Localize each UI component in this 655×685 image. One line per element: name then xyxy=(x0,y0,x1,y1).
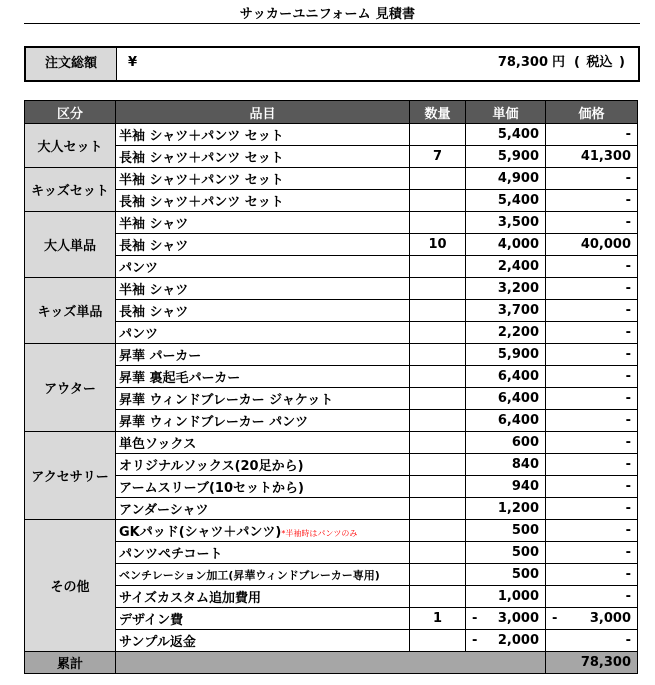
table-row xyxy=(25,608,638,630)
unit-price-value: 3,200 xyxy=(497,281,539,296)
unit-price-value: 4,900 xyxy=(497,171,539,186)
quantity-cell xyxy=(410,388,466,410)
price-value: - xyxy=(625,193,631,208)
price-cell xyxy=(546,432,638,454)
price-value: - xyxy=(625,457,631,472)
quantity-cell xyxy=(410,124,466,146)
item-label: オリジナルソックス(20足から) xyxy=(119,459,304,474)
unit-price-cell xyxy=(466,344,546,366)
table-row xyxy=(25,146,638,168)
unit-price-value: 3,700 xyxy=(497,303,539,318)
price-cell xyxy=(546,630,638,652)
unit-price-cell xyxy=(466,476,546,498)
item-label: 半袖 シャツ＋パンツ セット xyxy=(119,129,284,144)
order-total-amount: 78,300 xyxy=(497,55,548,70)
price-cell xyxy=(546,300,638,322)
table-row xyxy=(25,322,638,344)
item-name xyxy=(116,388,410,410)
price-cell xyxy=(546,344,638,366)
price-value: - xyxy=(625,325,631,340)
header-quantity: 数量 xyxy=(410,101,466,124)
item-name xyxy=(116,168,410,190)
unit-price-cell xyxy=(466,300,546,322)
price-cell xyxy=(546,564,638,586)
order-total-label: 注文総額 xyxy=(26,48,117,80)
item-label: 半袖 シャツ xyxy=(119,283,189,298)
quantity-cell xyxy=(410,630,466,652)
quantity-cell xyxy=(410,410,466,432)
price-value: - xyxy=(625,369,631,384)
item-name xyxy=(116,234,410,256)
item-label: サイズカスタム追加費用 xyxy=(119,591,261,606)
table-row xyxy=(25,300,638,322)
unit-price-cell xyxy=(466,190,546,212)
table-row xyxy=(25,344,638,366)
unit-price-cell xyxy=(466,322,546,344)
tax-included-note: ( 税込 ) xyxy=(574,55,625,70)
price-cell xyxy=(546,168,638,190)
price-cell xyxy=(546,520,638,542)
negative-sign: - xyxy=(552,611,558,626)
price-value: - xyxy=(625,127,631,142)
item-label: 長袖 シャツ＋パンツ セット xyxy=(119,151,284,166)
quantity-cell xyxy=(410,278,466,300)
negative-sign: - xyxy=(472,633,478,648)
price-cell xyxy=(546,322,638,344)
unit-price-value: 500 xyxy=(511,545,539,560)
price-cell xyxy=(546,498,638,520)
category-cell: アウター xyxy=(25,344,116,432)
table-row xyxy=(25,212,638,234)
item-label: パンツペチコート xyxy=(119,547,223,562)
unit-price-cell xyxy=(466,542,546,564)
table-row xyxy=(25,388,638,410)
unit-price-cell xyxy=(466,608,546,630)
quantity-cell xyxy=(410,432,466,454)
unit-price-value: 5,400 xyxy=(497,193,539,208)
item-label: 長袖 シャツ xyxy=(119,305,189,320)
price-cell xyxy=(546,366,638,388)
item-label: 昇華 裏起毛パーカー xyxy=(119,371,241,386)
quantity-cell: 10 xyxy=(410,234,466,256)
item-name xyxy=(116,344,410,366)
unit-price-cell xyxy=(466,586,546,608)
item-name xyxy=(116,586,410,608)
quantity-cell xyxy=(410,190,466,212)
price-value: - xyxy=(625,567,631,582)
unit-price-cell xyxy=(466,146,546,168)
price-cell xyxy=(546,454,638,476)
price-value: - xyxy=(625,435,631,450)
item-label: パンツ xyxy=(119,327,159,342)
table-row xyxy=(25,256,638,278)
unit-price-cell xyxy=(466,630,546,652)
item-name xyxy=(116,630,410,652)
quantity-cell xyxy=(410,564,466,586)
item-label: 長袖 シャツ xyxy=(119,239,189,254)
item-label: 昇華 ウィンドブレーカー パンツ xyxy=(119,415,309,430)
unit-price-value: 500 xyxy=(511,523,539,538)
price-value: - xyxy=(625,589,631,604)
item-name xyxy=(116,410,410,432)
item-name xyxy=(116,366,410,388)
price-cell xyxy=(546,212,638,234)
unit-price-cell xyxy=(466,498,546,520)
item-name xyxy=(116,278,410,300)
unit-price-value: 600 xyxy=(511,435,539,450)
unit-price-value: 2,200 xyxy=(497,325,539,340)
item-label: 半袖 シャツ xyxy=(119,217,189,232)
category-cell: キッズ単品 xyxy=(25,278,116,344)
price-value: - xyxy=(625,479,631,494)
quantity-cell xyxy=(410,300,466,322)
negative-sign: - xyxy=(472,611,478,626)
quantity-cell xyxy=(410,586,466,608)
unit-price-value: 6,400 xyxy=(497,369,539,384)
order-total-box xyxy=(24,46,640,82)
item-name xyxy=(116,608,410,630)
item-name xyxy=(116,432,410,454)
unit-price-cell xyxy=(466,388,546,410)
price-value: - xyxy=(625,391,631,406)
price-value: - xyxy=(625,303,631,318)
quantity-cell: 1 xyxy=(410,608,466,630)
quantity-cell xyxy=(410,322,466,344)
price-value: - xyxy=(625,545,631,560)
total-gap xyxy=(116,652,546,674)
unit-price-value: 5,400 xyxy=(497,127,539,142)
unit-price-cell xyxy=(466,432,546,454)
unit-price-value: 1,000 xyxy=(497,589,539,604)
item-name xyxy=(116,564,410,586)
item-name xyxy=(116,300,410,322)
price-cell xyxy=(546,476,638,498)
table-row xyxy=(25,168,638,190)
table-row xyxy=(25,366,638,388)
price-cell xyxy=(546,190,638,212)
unit-price-cell xyxy=(466,234,546,256)
quantity-cell xyxy=(410,344,466,366)
quantity-cell xyxy=(410,212,466,234)
item-name xyxy=(116,212,410,234)
unit-price-cell xyxy=(466,278,546,300)
item-note: *半袖時はパンツのみ xyxy=(281,529,358,538)
table-row xyxy=(25,278,638,300)
price-cell xyxy=(546,124,638,146)
quantity-cell xyxy=(410,454,466,476)
estimate-table xyxy=(24,100,638,674)
price-value: - xyxy=(625,259,631,274)
unit-price-value: 6,400 xyxy=(497,413,539,428)
price-cell xyxy=(546,146,638,168)
unit-price-cell xyxy=(466,212,546,234)
item-name xyxy=(116,322,410,344)
price-cell xyxy=(546,278,638,300)
price-value: 41,300 xyxy=(580,149,631,164)
unit-price-value: 1,200 xyxy=(497,501,539,516)
price-value: - xyxy=(625,215,631,230)
price-cell xyxy=(546,410,638,432)
item-name xyxy=(116,542,410,564)
item-label: サンプル返金 xyxy=(119,635,196,650)
item-label: アンダーシャツ xyxy=(119,503,209,518)
item-label: アームスリーブ(10セットから) xyxy=(119,481,304,496)
unit-price-cell xyxy=(466,256,546,278)
quantity-cell xyxy=(410,520,466,542)
price-cell xyxy=(546,256,638,278)
table-row xyxy=(25,454,638,476)
item-label: 単色ソックス xyxy=(119,437,197,452)
item-name xyxy=(116,498,410,520)
unit-price-value: 500 xyxy=(511,567,539,582)
price-value: - xyxy=(625,501,631,516)
table-row xyxy=(25,476,638,498)
total-amount: 78,300 xyxy=(546,652,638,674)
unit-price-value: 4,000 xyxy=(497,237,539,252)
item-name xyxy=(116,146,410,168)
table-row xyxy=(25,564,638,586)
quantity-cell xyxy=(410,498,466,520)
quantity-cell xyxy=(410,366,466,388)
item-label: 半袖 シャツ＋パンツ セット xyxy=(119,173,284,188)
table-row xyxy=(25,190,638,212)
unit-price-cell xyxy=(466,168,546,190)
table-row xyxy=(25,586,638,608)
price-value: - xyxy=(625,633,631,648)
category-cell: 大人セット xyxy=(25,124,116,168)
unit-price-cell xyxy=(466,564,546,586)
item-name xyxy=(116,454,410,476)
unit-price-value: 840 xyxy=(511,457,539,472)
item-label: デザイン費 xyxy=(119,613,184,628)
price-cell xyxy=(546,608,638,630)
category-cell: 大人単品 xyxy=(25,212,116,278)
price-value: - xyxy=(625,413,631,428)
item-name xyxy=(116,520,410,542)
unit-price-cell xyxy=(466,410,546,432)
category-cell: キッズセット xyxy=(25,168,116,212)
price-value: - xyxy=(625,281,631,296)
unit-price-cell xyxy=(466,366,546,388)
table-row xyxy=(25,410,638,432)
item-label: 昇華 ウィンドブレーカー ジャケット xyxy=(119,393,334,408)
table-body xyxy=(25,124,638,652)
quantity-cell: 7 xyxy=(410,146,466,168)
item-label: パンツ xyxy=(119,261,159,276)
unit-price-cell xyxy=(466,520,546,542)
document-title: サッカーユニフォーム 見積書 xyxy=(239,7,416,22)
price-value: - xyxy=(625,347,631,362)
table-row xyxy=(25,498,638,520)
quantity-cell xyxy=(410,256,466,278)
item-label: 長袖 シャツ＋パンツ セット xyxy=(119,195,284,210)
currency-symbol: ¥ xyxy=(128,55,138,70)
unit-price-value: 3,000 xyxy=(497,611,539,626)
unit-price-value: 2,000 xyxy=(497,633,539,648)
price-value: 40,000 xyxy=(580,237,631,252)
price-cell xyxy=(546,388,638,410)
currency-unit: 円 xyxy=(552,55,566,70)
unit-price-cell xyxy=(466,124,546,146)
header-price: 価格 xyxy=(546,101,638,124)
price-cell xyxy=(546,542,638,564)
unit-price-value: 940 xyxy=(511,479,539,494)
unit-price-cell xyxy=(466,454,546,476)
table-row xyxy=(25,630,638,652)
quantity-cell xyxy=(410,542,466,564)
item-label: GKパッド(シャツ＋パンツ) xyxy=(119,525,282,540)
table-row xyxy=(25,234,638,256)
item-label: ベンチレーション加工(昇華ウィンドブレーカー専用) xyxy=(119,568,380,582)
table-row xyxy=(25,542,638,564)
price-cell xyxy=(546,586,638,608)
unit-price-value: 5,900 xyxy=(497,347,539,362)
table-header-row xyxy=(25,101,638,124)
price-cell xyxy=(546,234,638,256)
table-row xyxy=(25,124,638,146)
header-category: 区分 xyxy=(25,101,116,124)
unit-price-value: 3,500 xyxy=(497,215,539,230)
category-cell: アクセサリー xyxy=(25,432,116,520)
table-row xyxy=(25,520,638,542)
price-value: - xyxy=(625,171,631,186)
price-value: - xyxy=(625,523,631,538)
quantity-cell xyxy=(410,168,466,190)
price-value: 3,000 xyxy=(589,611,631,626)
unit-price-value: 6,400 xyxy=(497,391,539,406)
item-label: 昇華 パーカー xyxy=(119,349,202,364)
item-name xyxy=(116,124,410,146)
category-cell: その他 xyxy=(25,520,116,652)
quantity-cell xyxy=(410,476,466,498)
total-label: 累計 xyxy=(25,652,116,674)
unit-price-value: 2,400 xyxy=(497,259,539,274)
item-name xyxy=(116,190,410,212)
title-underline xyxy=(24,23,640,24)
total-row xyxy=(25,652,638,674)
table-row xyxy=(25,432,638,454)
header-unit-price: 単価 xyxy=(466,101,546,124)
unit-price-value: 5,900 xyxy=(497,149,539,164)
header-item: 品目 xyxy=(116,101,410,124)
item-name xyxy=(116,256,410,278)
item-name xyxy=(116,476,410,498)
